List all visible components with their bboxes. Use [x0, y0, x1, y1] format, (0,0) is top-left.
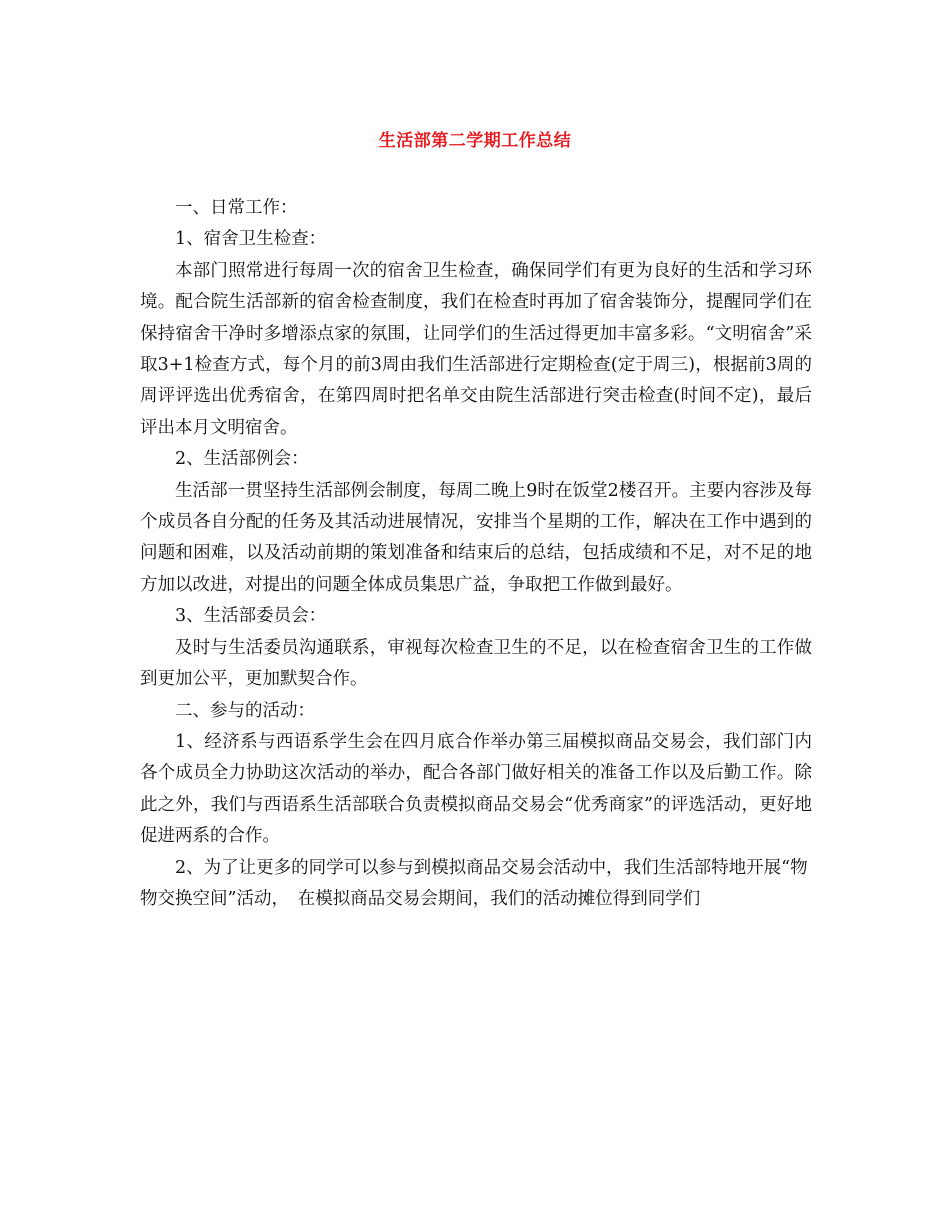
- document-title: 生活部第二学期工作总结: [378, 131, 572, 151]
- section-heading-daily-work: 一、日常工作：: [175, 198, 298, 218]
- subheading-committee: 3、生活部委员会：: [175, 606, 327, 627]
- paragraph-weekly-meeting: 生活部一贯坚持生活部例会制度，每周二晚上9时在饭堂2楼召开。主要内容涉及每个成员各自分配的任务及其活动进展情况，安排当个星期的工作，解决在工作中遇到的问题和困难，以及活动前期的策划准备和结束后的总结，包括成绩和不足，对不足的地方加以改进，对提出的问题全体成员集思广益，争取把工作做到最好。: [140, 480, 812, 595]
- paragraph-committee: 及时与生活委员沟通联系，审视每次检查卫生的不足，以在检查宿舍卫生的工作做到更加公平，更加默契合作。: [140, 637, 812, 690]
- document-body: [140, 193, 812, 915]
- paragraph-trade-fair: 1、经济系与西语系学生会在四月底合作举办第三届模拟商品交易会，我们部门内各个成员全力协助这次活动的举办，配合各部门做好相关的准备工作以及后勤工作。除此之外，我们与西语系生活部联合负责模拟商品交易会“优秀商家”的评选活动，更好地促进两系的合作。: [140, 731, 812, 847]
- paragraph-barter-space: 2、为了让更多的同学可以参与到模拟商品交易会活动中，我们生活部特地开展“物物交换空间”活动， 在模拟商品交易会期间，我们的活动摊位得到同学们: [140, 857, 808, 909]
- section-heading-activities: 二、参与的活动：: [175, 700, 315, 721]
- subheading-dorm-hygiene-check: 1、宿舍卫生检查：: [175, 229, 327, 250]
- paragraph-dorm-hygiene-check: 本部门照常进行每周一次的宿舍卫生检查，确保同学们有更为良好的生活和学习环境。配合院生活部新的宿舍检查制度，我们在检查时再加了宿舍装饰分，提醒同学们在保持宿舍干净时多增添点家的氛围，让同学们的生活过得更加丰富多彩。“文明宿舍”采取3+1检查方式，每个月的前3周由我们生活部进行定期检查(定于周三)，根据前3周的周评评选出优秀宿舍，在第四周时把名单交由院生活部进行突击检查(时间不定)，最后评出本月文明宿舍。: [140, 260, 812, 438]
- subheading-weekly-meeting: 2、生活部例会：: [175, 449, 309, 470]
